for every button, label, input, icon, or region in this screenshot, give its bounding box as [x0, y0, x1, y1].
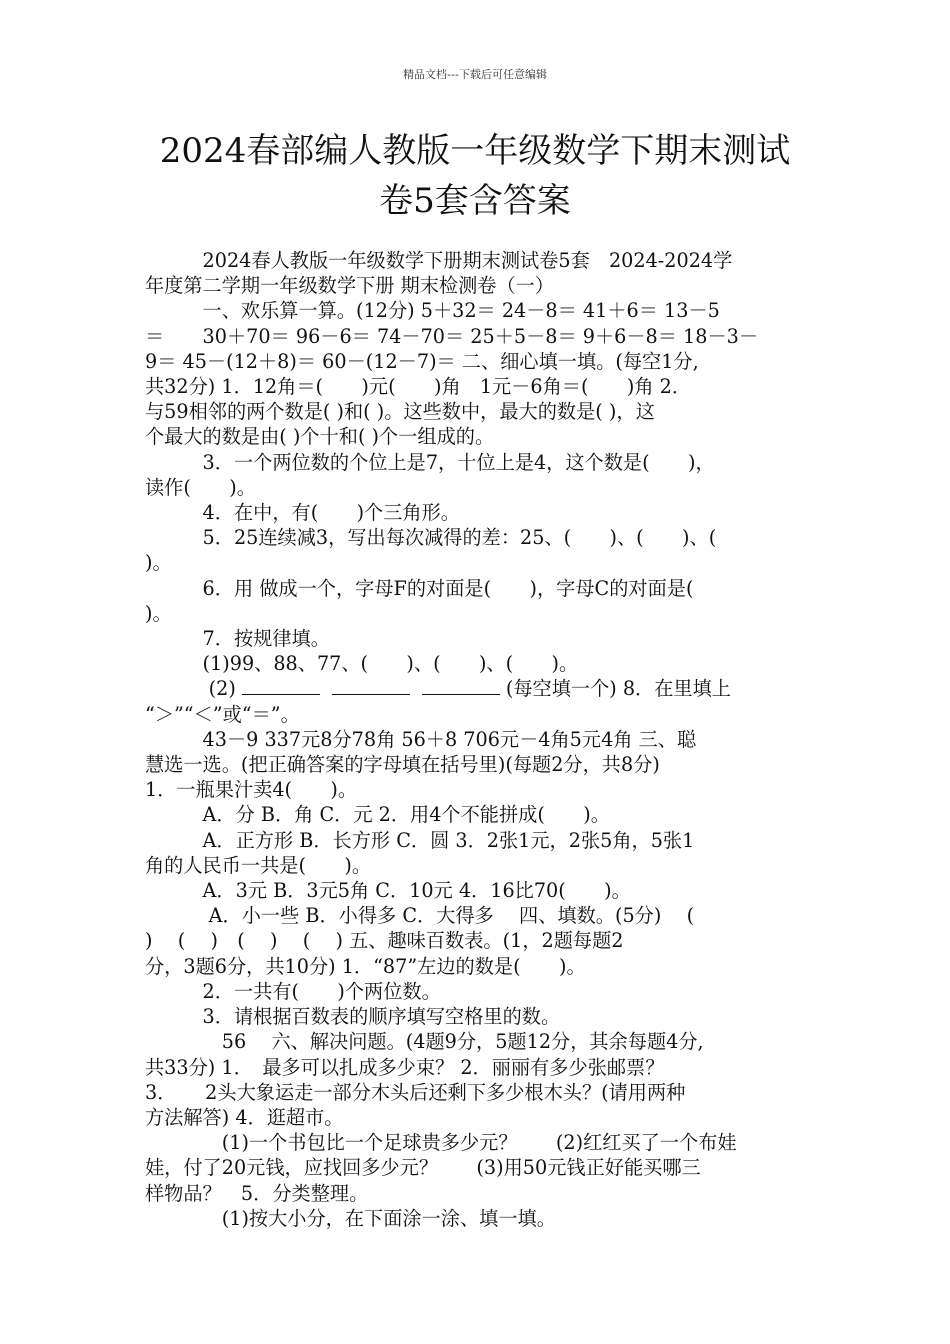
- text-line: A．3元 B．3元5角 C．10元 4．16比70( )。: [145, 879, 631, 903]
- text-line: 6．用 做成一个，字母F的对面是( )，字母C的对面是(: [145, 576, 694, 600]
- text-line: A．小一些 B．小得多 C．大得多 四、填数。(5分) (: [145, 904, 695, 928]
- text-line: ) ( ) ( ) ( ) 五、趣味百数表。(1，2题每题2: [145, 929, 624, 953]
- answer-blank: [242, 678, 320, 695]
- text-line: 与59相邻的两个数是( )和( )。这些数中，最大的数是( )，这: [145, 400, 655, 424]
- text-line: 43－9 337元8分78角 56＋8 706元－4角5元4角 三、聪: [145, 727, 697, 751]
- text-line: 9＝ 45－(12＋8)＝ 60－(12－7)＝ 二、细心填一填。(每空1分,: [145, 349, 699, 373]
- answer-blank: [422, 678, 500, 695]
- title-line-2: 卷5套含答案: [379, 181, 571, 221]
- text-line: 读作( )。: [145, 475, 256, 499]
- text-line: 4．在中，有( )个三角形。: [145, 501, 460, 525]
- text-segment: (每空填一个) 8．在里填上: [505, 677, 731, 701]
- header-note: 精品文档---下载后可任意编辑: [403, 68, 547, 81]
- title-line-1: 2024春部编人教版一年级数学下期末测试: [159, 131, 791, 171]
- text-line: 样物品？ 5．分类整理。: [145, 1181, 369, 1205]
- answer-blank: [332, 678, 410, 695]
- text-segment: (2): [145, 677, 236, 701]
- text-line: 娃，付了20元钱，应找回多少元？ (3)用50元钱正好能买哪三: [145, 1156, 701, 1180]
- page-title: [120, 126, 830, 226]
- text-line: 个最大的数是由( )个十和( )个一组成的。: [145, 425, 495, 449]
- text-line: 方法解答) 4．逛超市。: [145, 1105, 344, 1129]
- text-line: 1．一瓶果汁卖4( )。: [145, 778, 358, 802]
- text-line: 3． 2头大象运走一部分木头后还剩下多少根木头？(请用两种: [145, 1080, 686, 1104]
- text-line: )。: [145, 551, 172, 575]
- document-body: [145, 248, 810, 1231]
- text-line: )。: [145, 601, 172, 625]
- text-line: (1)按大小分，在下面涂一涂、填一填。: [145, 1206, 556, 1230]
- text-line: 7．按规律填。: [145, 627, 330, 651]
- text-line-with-blanks: [145, 676, 810, 701]
- text-line: 3．一个两位数的个位上是7，十位上是4，这个数是( )，: [145, 450, 715, 474]
- text-line: 56 六、解决问题。(4题9分，5题12分，其余每题4分,: [145, 1030, 704, 1054]
- text-line: A．分 B．角 C．元 2．用4个不能拼成( )。: [145, 803, 610, 827]
- text-line: 2．一共有( )个两位数。: [145, 979, 441, 1003]
- text-line: 分，3题6分，共10分) 1．“87”左边的数是( )。: [145, 954, 586, 978]
- text-line: 一、欢乐算一算。(12分) 5＋32＝ 24－8＝ 41＋6＝ 13－5: [145, 299, 720, 323]
- text-line: 5．25连续减3，写出每次减得的差：25、( )、( )、(: [145, 526, 717, 550]
- text-line: 慧选一选。(把正确答案的字母填在括号里)(每题2分，共8分): [145, 753, 660, 777]
- text-line: (1)一个书包比一个足球贵多少元？ (2)红红买了一个布娃: [145, 1131, 737, 1155]
- text-line: 3．请根据百数表的顺序填写空格里的数。: [145, 1005, 561, 1029]
- text-line: 2024春人教版一年级数学下册期末测试卷5套 2024-2024学: [145, 249, 733, 272]
- text-line: A．正方形 B．长方形 C．圆 3．2张1元，2张5角，5张1: [145, 828, 695, 852]
- text-line: 共33分) 1． 最多可以扎成多少束？ 2．丽丽有多少张邮票？: [145, 1055, 665, 1079]
- text-line: 共32分) 1．12角＝( )元( )角 1元－6角＝( )角 2．: [145, 375, 692, 399]
- text-line: 角的人民币一共是( )。: [145, 853, 372, 877]
- text-line: ＝ 30＋70＝ 96－6＝ 74－70＝ 25＋5－8＝ 9＋6－8＝ 18－3－: [145, 324, 759, 348]
- text-line: “＞”“＜”或“＝”。: [145, 702, 300, 726]
- text-line: (1)99、88、77、( )、( )、( )。: [145, 652, 579, 676]
- text-line: 年度第二学期一年级数学下册 期末检测卷（一）: [145, 274, 555, 298]
